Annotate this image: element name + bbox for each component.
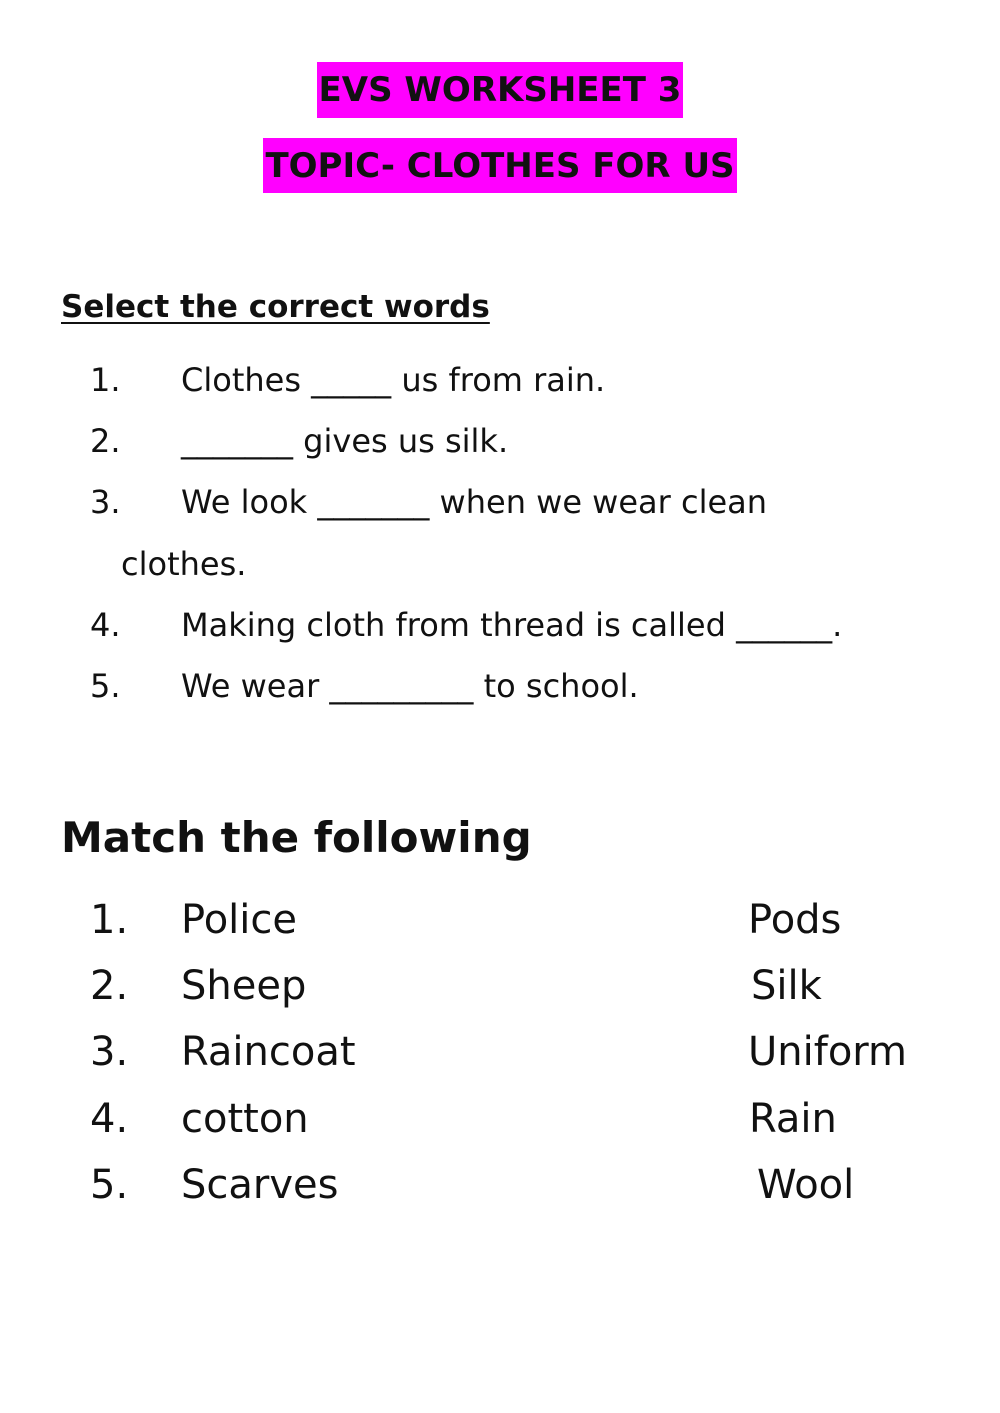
item-text: We wear _________ to school. bbox=[181, 667, 639, 705]
match-number: 2. bbox=[90, 963, 129, 1009]
match-left-item: Police bbox=[181, 897, 297, 943]
worksheet-topic: TOPIC- CLOTHES FOR US bbox=[263, 138, 736, 193]
match-left-item: cotton bbox=[181, 1096, 309, 1142]
item-number: 2. bbox=[90, 422, 121, 460]
match-number: 3. bbox=[90, 1029, 129, 1075]
worksheet-title-wrap bbox=[0, 62, 1000, 118]
match-left-item: Raincoat bbox=[181, 1029, 356, 1075]
item-text: Making cloth from thread is called ______. bbox=[181, 606, 843, 644]
item-number: 1. bbox=[90, 361, 121, 399]
worksheet-topic-wrap bbox=[0, 138, 1000, 193]
match-right-item: Pods bbox=[748, 897, 842, 943]
match-number: 5. bbox=[90, 1162, 129, 1208]
item-number: 4. bbox=[90, 606, 121, 644]
match-right-item: Wool bbox=[757, 1162, 855, 1208]
match-right-item: Silk bbox=[751, 963, 822, 1009]
match-number: 4. bbox=[90, 1096, 129, 1142]
fill-blanks-heading: Select the correct words bbox=[61, 289, 490, 325]
match-number: 1. bbox=[90, 897, 129, 943]
item-text-continuation: clothes. bbox=[121, 545, 247, 583]
match-right-item: Uniform bbox=[748, 1029, 908, 1075]
match-heading: Match the following bbox=[61, 813, 532, 862]
item-number: 5. bbox=[90, 667, 121, 705]
worksheet-title: EVS WORKSHEET 3 bbox=[317, 62, 684, 118]
item-text: We look _______ when we wear clean bbox=[181, 483, 768, 521]
match-right-item: Rain bbox=[749, 1096, 837, 1142]
item-text: _______ gives us silk. bbox=[181, 422, 509, 460]
item-number: 3. bbox=[90, 483, 121, 521]
match-left-item: Scarves bbox=[181, 1162, 339, 1208]
item-text: Clothes _____ us from rain. bbox=[181, 361, 606, 399]
match-left-item: Sheep bbox=[181, 963, 307, 1009]
